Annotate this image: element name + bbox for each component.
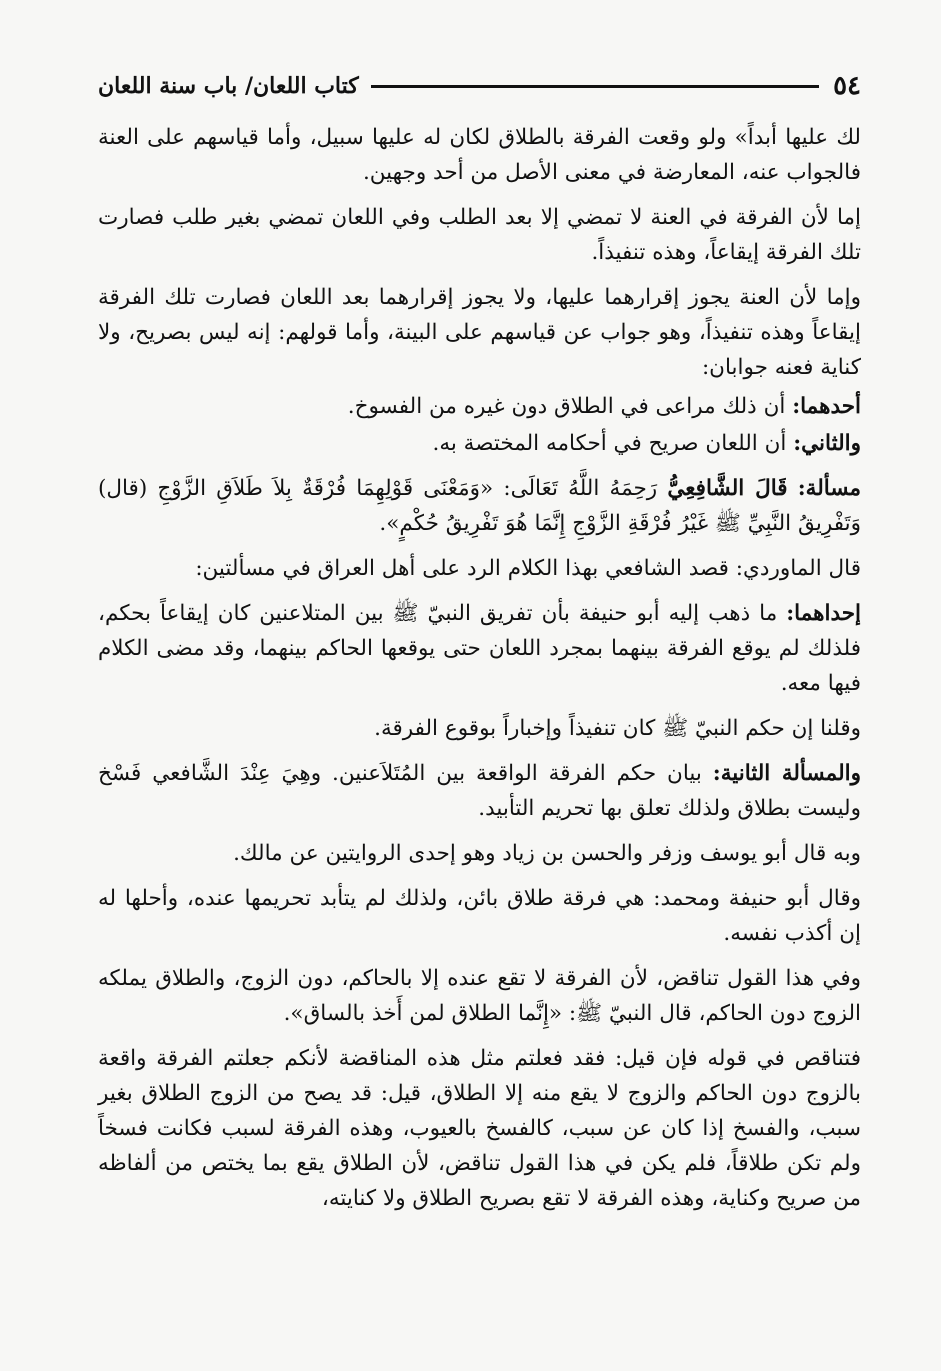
masala-speaker: قَالَ الشَّافِعِيُّ <box>667 476 788 501</box>
paragraph-text: وقال أبو حنيفة ومحمد: هي فرقة طلاق بائن، ولذلك لم يتأبد تحريمها عنده، وأحلها له إن أكذب نفسه. <box>98 886 861 946</box>
paragraph-text: بيان حكم الفرقة الواقعة بين المُتَلاَعنين. وهِيَ عِنْدَ الشَّافعي فَسْخ وليست بطلاق ولذلك تعلق بها تحريم التأبيد. <box>98 761 861 821</box>
paragraph-text: قال الماوردي: قصد الشافعي بهذا الكلام الرد على أهل العراق في مسألتين: <box>195 556 861 581</box>
paragraph <box>98 961 861 1031</box>
answer-text: أن ذلك مراعى في الطلاق دون غيره من الفسوخ. <box>347 394 786 419</box>
page-number: ٥٤ <box>833 71 861 101</box>
paragraph-label: إحداهما: <box>786 601 861 626</box>
answer-label: أحدهما: <box>792 394 861 419</box>
masala-text: رَحِمَهُ اللَّهُ تَعَالَى: «وَمَعْنَى قَوْلِهِمَا فُرْقَةٌ بِلاَ طَلاَقِ الزَّوْجِ (قال) وَتَفْرِيقُ النَّبِيِّ ﷺ غَيْرُ فُرْقَةِ الزَّوْجِ إِنَّمَا هُوَ تَفْرِيقُ حُكْمٍ». <box>98 476 861 536</box>
paragraph-text: فتناقص في قوله فإن قيل: فقد فعلتم مثل هذه المناقضة لأنكم جعلتم الفرقة واقعة بالزوج دون الحاكم والزوج لا يقع منه إلا الطلاق، قيل: قد يصح من الزوج الطلاق بغير سبب، والفسخ إذا كان عن سبب، كالفسخ بالعيوب، وهذه الفرقة لسبب فكانت فسخاً ولم تكن طلاقاً، فلم يكن في هذا القول تناقض، لأن الطلاق يقع بما يختص من ألفاظه من صريح وكناية، وهذه الفرقة لا تقع بصريح الطلاق ولا كنايته، <box>98 1046 861 1211</box>
paragraph <box>98 711 861 746</box>
paragraph-text: ما ذهب إليه أبو حنيفة بأن تفريق النبيّ ﷺ بين المتلاعنين كان إيقاعاً بحكم، فلذلك لم يوقع الفرقة بينهما بمجرد اللعان حتى يوقعها الحاكم بينهما، وقد مضى الكلام فيها معه. <box>98 601 861 696</box>
paragraph <box>98 120 861 190</box>
paragraph <box>98 280 861 385</box>
answer-label: والثاني: <box>793 431 861 456</box>
paragraph <box>98 836 861 871</box>
paragraph <box>98 596 861 701</box>
answer-text: أن اللعان صريح في أحكامه المختصة به. <box>432 431 787 456</box>
paragraph <box>98 881 861 951</box>
page-header <box>98 66 861 106</box>
answer-item <box>98 389 861 424</box>
paragraph <box>98 756 861 826</box>
paragraph-text: لك عليها أبداً» ولو وقعت الفرقة بالطلاق لكان له عليها سبيل، وأما قياسهم على العنة فالجواب عنه، المعارضة في معنى الأصل من أحد وجهين. <box>98 125 861 185</box>
header-rule <box>371 85 819 88</box>
masala-label: مسألة: <box>797 476 862 501</box>
paragraph-text: وبه قال أبو يوسف وزفر والحسن بن زياد وهو إحدى الروايتين عن مالك. <box>233 841 861 866</box>
running-title: كتاب اللعان/ باب سنة اللعان <box>98 73 359 99</box>
paragraph <box>98 551 861 586</box>
paragraph-text: إما لأن الفرقة في العنة لا تمضي إلا بعد الطلب وفي اللعان تمضي بغير طلب فصارت تلك الفرقة إيقاعاً، وهذه تنفيذاً. <box>98 205 861 265</box>
paragraph-text: وإما لأن العنة يجوز إقرارهما عليها، ولا يجوز إقرارهما بعد اللعان فصارت تلك الفرقة إيقاعاً وهذه تنفيذاً، وهو جواب عن قياسهم على البينة، وأما قولهم: إنه ليس بصريح، ولا كناية فعنه جوابان: <box>98 285 861 380</box>
answer-item <box>98 426 861 461</box>
paragraph <box>98 200 861 270</box>
paragraph <box>98 1041 861 1216</box>
paragraph-text: وقلنا إن حكم النبيّ ﷺ كان تنفيذاً وإخباراً بوقوع الفرقة. <box>374 716 861 741</box>
paragraph-text: وفي هذا القول تناقض، لأن الفرقة لا تقع عنده إلا بالحاكم، دون الزوج، والطلاق يملكه الزوج دون الحاكم، قال النبيّ ﷺ: «إِنَّما الطلاق لمن أَخذ بالساق». <box>98 966 861 1026</box>
paragraph-label: والمسألة الثانية: <box>712 761 861 786</box>
masala-paragraph <box>98 471 861 541</box>
